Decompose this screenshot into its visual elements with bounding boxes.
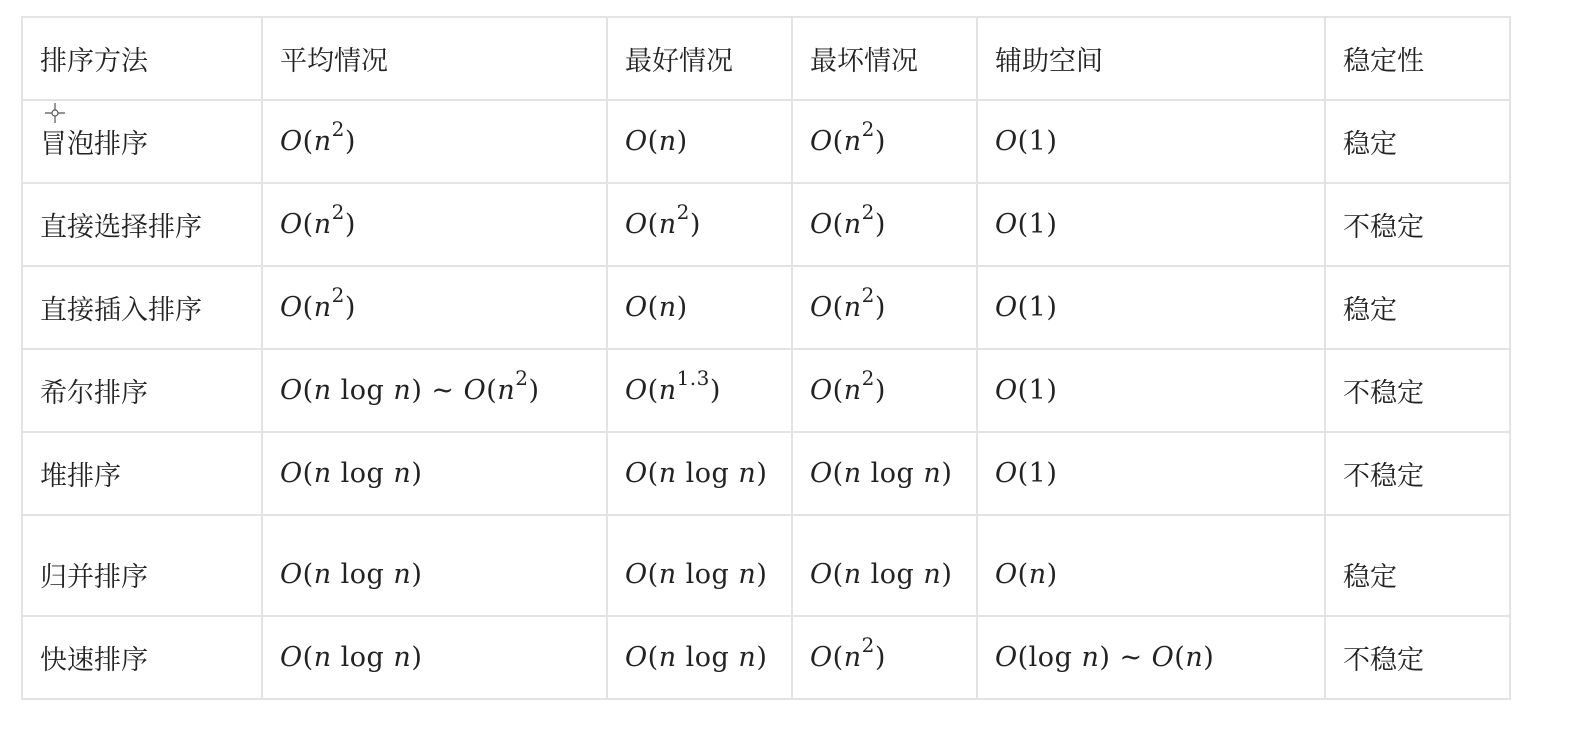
- cell-space: O(1): [977, 432, 1325, 515]
- cell-method: 快速排序: [22, 616, 262, 699]
- cell-worst: $O(n^2)$: [792, 616, 977, 699]
- cell-average: O(n log n): [262, 432, 607, 515]
- header-best: 最好情况: [607, 17, 792, 100]
- cell-stability: 不稳定: [1325, 349, 1510, 432]
- cell-best: O(n log n): [607, 432, 792, 515]
- cell-worst: $O(n^2)$: [792, 183, 977, 266]
- table-row: [22, 266, 1510, 349]
- cell-space: O(1): [977, 349, 1325, 432]
- cell-best: O(n): [607, 266, 792, 349]
- table-header-row: [22, 17, 1510, 100]
- gap-cell: [607, 515, 792, 534]
- gap-cell: [792, 515, 977, 534]
- cell-stability: 稳定: [1325, 266, 1510, 349]
- cell-best: O(n): [607, 100, 792, 183]
- cell-method: 归并排序: [22, 534, 262, 616]
- cell-space: O(1): [977, 266, 1325, 349]
- gap-cell: [22, 515, 262, 534]
- table-row: [22, 183, 1510, 266]
- cell-worst: O(n log n): [792, 432, 977, 515]
- table-row: [22, 534, 1510, 616]
- header-worst: 最坏情况: [792, 17, 977, 100]
- gap-cell: [1325, 515, 1510, 534]
- cell-method: 直接选择排序: [22, 183, 262, 266]
- gap-cell: [262, 515, 607, 534]
- header-stability: 稳定性: [1325, 17, 1510, 100]
- cell-worst: O(n log n): [792, 534, 977, 616]
- table-row: [22, 349, 1510, 432]
- cell-best: O(n log n): [607, 534, 792, 616]
- header-method: 排序方法: [22, 17, 262, 100]
- cell-average: $O(n^2)$: [262, 100, 607, 183]
- table-row: [22, 100, 1510, 183]
- cell-best: $O(n^2)$: [607, 183, 792, 266]
- cell-average: $O(n^2)$: [262, 266, 607, 349]
- cell-stability: 不稳定: [1325, 616, 1510, 699]
- cell-stability: 不稳定: [1325, 432, 1510, 515]
- cell-space: O(1): [977, 100, 1325, 183]
- cell-best: $O(n^{1.3})$: [607, 349, 792, 432]
- cell-worst: $O(n^2)$: [792, 100, 977, 183]
- cell-space: O(1): [977, 183, 1325, 266]
- cell-stability: 稳定: [1325, 534, 1510, 616]
- cell-average: O(n log n): [262, 616, 607, 699]
- table-row: [22, 616, 1510, 699]
- cell-space: O(n): [977, 534, 1325, 616]
- cell-method: 堆排序: [22, 432, 262, 515]
- cell-stability: 稳定: [1325, 100, 1510, 183]
- cell-average: $O(n^2)$: [262, 183, 607, 266]
- cell-worst: $O(n^2)$: [792, 266, 977, 349]
- cell-stability: 不稳定: [1325, 183, 1510, 266]
- header-space: 辅助空间: [977, 17, 1325, 100]
- cell-best: O(n log n): [607, 616, 792, 699]
- cell-average: O(n log n) ~ $O(n^2)$: [262, 349, 607, 432]
- cell-average: O(n log n): [262, 534, 607, 616]
- cell-worst: $O(n^2)$: [792, 349, 977, 432]
- sorting-complexity-table: [21, 16, 1511, 700]
- cell-method: 冒泡排序: [22, 100, 262, 183]
- table-gap-row: [22, 515, 1510, 534]
- cell-method: 直接插入排序: [22, 266, 262, 349]
- header-average: 平均情况: [262, 17, 607, 100]
- cell-space: O(log n) ~ O(n): [977, 616, 1325, 699]
- cell-method: 希尔排序: [22, 349, 262, 432]
- table-row: [22, 432, 1510, 515]
- gap-cell: [977, 515, 1325, 534]
